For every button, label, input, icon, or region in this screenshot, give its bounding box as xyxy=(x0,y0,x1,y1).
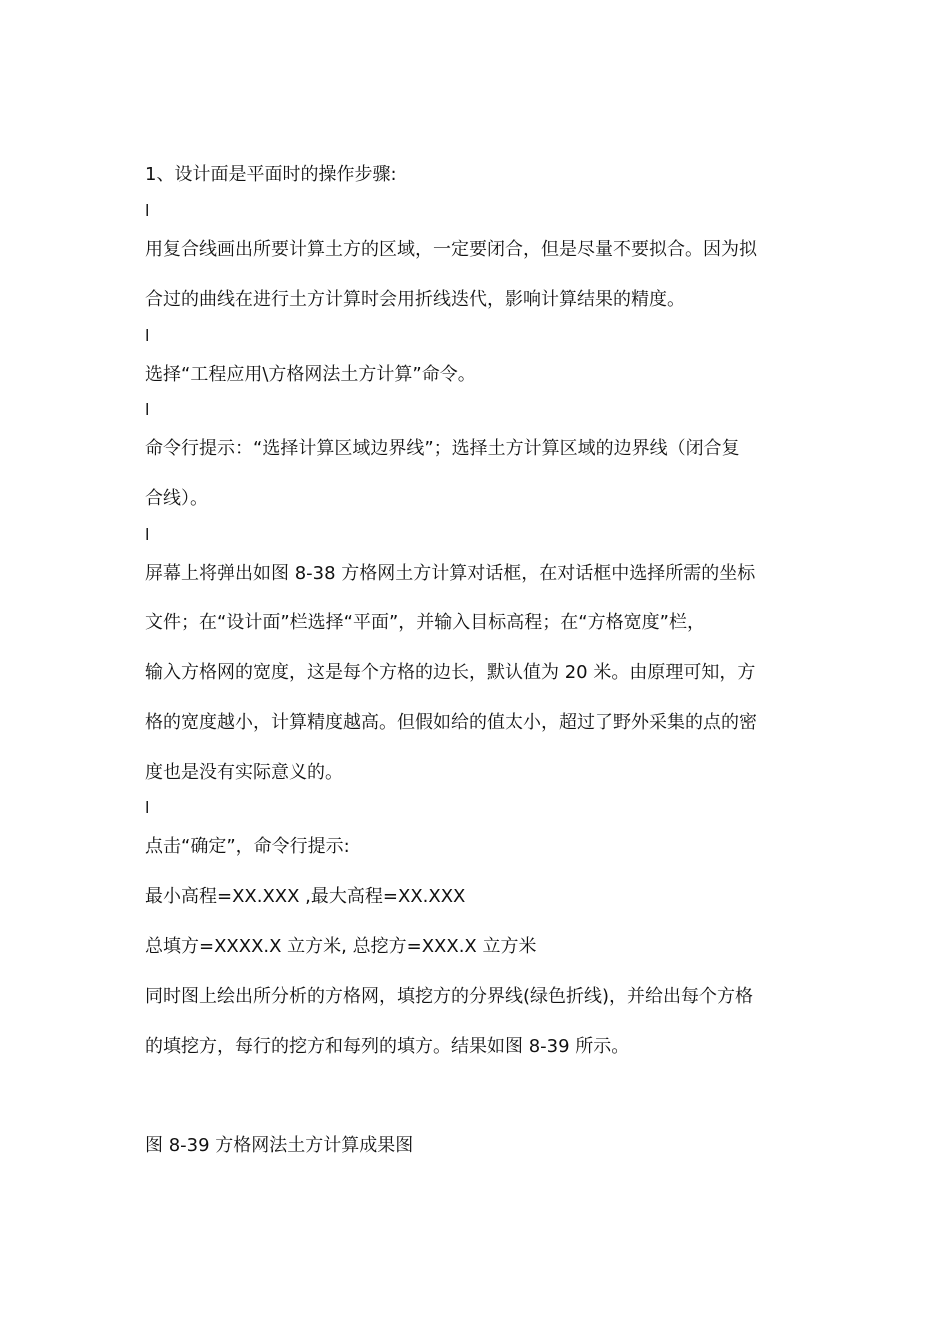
paragraph-5-line-2: 最小高程=XX.XXX ,最大高程=XX.XXX xyxy=(145,886,466,907)
paragraph-3-line-1: 命令行提示：“选择计算区域边界线”；选择土方计算区域的边界线（闭合复 xyxy=(145,438,740,459)
step-heading: 1、设计面是平面时的操作步骤: xyxy=(145,164,397,185)
bullet-marker: l xyxy=(145,201,150,220)
bullet-marker: l xyxy=(145,326,150,345)
bullet-marker: l xyxy=(145,525,150,544)
paragraph-5-line-3: 总填方=XXXX.X 立方米, 总挖方=XXX.X 立方米 xyxy=(145,936,537,957)
paragraph-5-line-4: 同时图上绘出所分析的方格网，填挖方的分界线(绿色折线)，并给出每个方格 xyxy=(145,986,754,1007)
paragraph-4-line-2: 文件；在“设计面”栏选择“平面”，并输入目标高程；在“方格宽度”栏， xyxy=(145,612,705,633)
paragraph-3-line-2: 合线）。 xyxy=(145,488,208,509)
paragraph-1-line-2: 合过的曲线在进行土方计算时会用折线迭代，影响计算结果的精度。 xyxy=(145,289,685,310)
paragraph-5-line-5: 的填挖方，每行的挖方和每列的填方。结果如图 8-39 所示。 xyxy=(145,1036,630,1057)
paragraph-4-line-4: 格的宽度越小，计算精度越高。但假如给的值太小，超过了野外采集的点的密 xyxy=(145,712,757,733)
paragraph-2-line-1: 选择“工程应用\方格网法土方计算”命令。 xyxy=(145,364,476,385)
bullet-marker: l xyxy=(145,798,150,817)
paragraph-1-line-1: 用复合线画出所要计算土方的区域，一定要闭合，但是尽量不要拟合。因为拟 xyxy=(145,239,757,260)
paragraph-5-line-1: 点击“确定”，命令行提示: xyxy=(145,836,350,857)
paragraph-4-line-3: 输入方格网的宽度，这是每个方格的边长，默认值为 20 米。由原理可知，方 xyxy=(145,662,756,683)
paragraph-4-line-1: 屏幕上将弹出如图 8-38 方格网土方计算对话框，在对话框中选择所需的坐标 xyxy=(145,563,756,584)
figure-caption: 图 8-39 方格网法土方计算成果图 xyxy=(145,1135,414,1156)
bullet-marker: l xyxy=(145,400,150,419)
paragraph-4-line-5: 度也是没有实际意义的。 xyxy=(145,762,343,783)
